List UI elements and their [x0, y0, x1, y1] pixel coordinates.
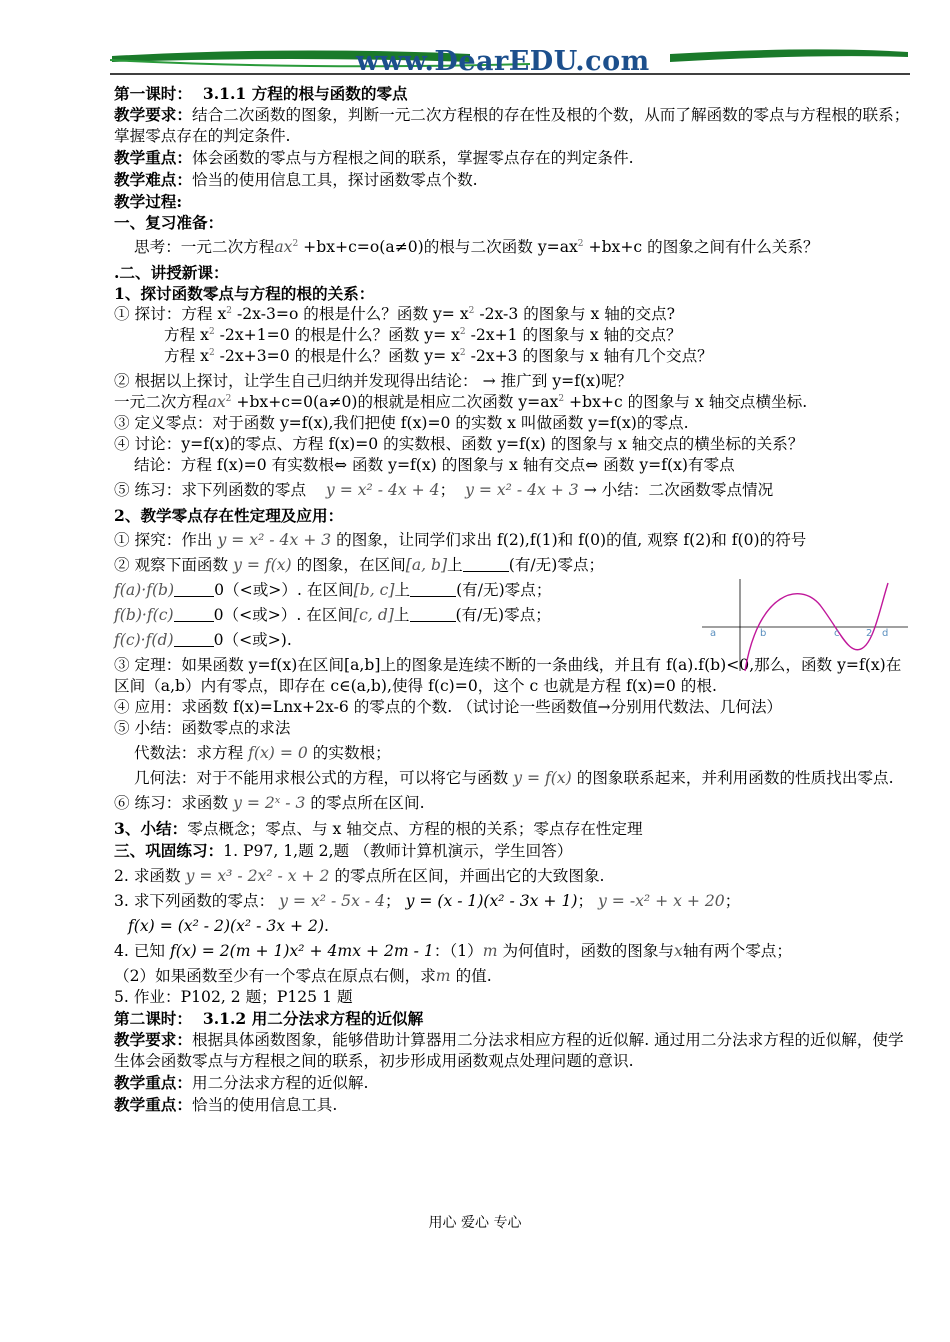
exercise-2: 2. 求函数 y = x³ - 2x² - x + 2 的零点所在区间，并画出它的大致图象.	[114, 867, 605, 885]
exercise-interval: ⑥ 练习：求函数 y = 2ˣ - 3 的零点所在区间.	[114, 794, 425, 812]
explore-line-3: 方程 $x^2$ -2x+3=0 的根是什么？函数 $y= x^2$ -2x+3 的图象与 x 轴有几个交点？	[164, 347, 713, 365]
exercise-zeros: ⑤ 练习：求下列函数的零点 y = x² - 4x + 4； y = x² - 4x + 3 → 小结：二次函数零点情况	[114, 481, 774, 499]
subsection1-heading: 1、探讨函数零点与方程的根的关系：	[114, 284, 375, 303]
explore-graph: ① 探究：作出 y = x² - 4x + 3 的图象，让同学们求出 f(2),f(1)和 f(0)的值, 观察 f(2)和 f(0)的符号	[114, 531, 807, 549]
answer-blank[interactable]	[174, 607, 214, 622]
teaching-process-heading: 教学过程:	[114, 192, 183, 211]
existence-theorem: ③ 定理：如果函数 y=f(x)在区间[a,b]上的图象是连续不断的一条曲线，并且有 f(a).f(b)<0,那么，函数 y=f(x)在区间（a,b）内有零点，即存在 c∈(a,b),使得 f(c)=0，这个 c 也就是方程 f(x)=0 的根.	[114, 656, 902, 695]
zero-definition: ③ 定义零点：对于函数 y=f(x),我们把使 f(x)=0 的实数 x 叫做函数 y=f(x)的零点.	[114, 414, 689, 432]
site-logo[interactable]: www.DearEDU.com	[356, 46, 650, 77]
review-heading: 一、复习准备：	[114, 213, 224, 232]
teaching-requirements-2: 教学要求：根据具体函数图象，能够借助计算器用二分法求相应方程的近似解. 通过用二分法求方程的近似解，使学生体会函数零点与方程根之间的联系，初步形成用函数观点处理问题的意识.	[114, 1030, 904, 1070]
exercise-3-cont: f(x) = (x² - 2)(x² - 3x + 2).	[128, 917, 330, 935]
header-banner	[110, 40, 910, 82]
label-d: d	[882, 628, 889, 639]
label-a: a	[710, 628, 717, 639]
function-graph-svg	[700, 577, 910, 673]
summary-methods: ⑤ 小结：函数零点的求法	[114, 719, 291, 737]
product-bc-line: f(b)·f(c) 0（<或>）. 在区间[c, d]上 (有/无)零点；	[114, 606, 551, 624]
observe-graph-line: ② 观察下面函数 y = f(x) 的图象，在区间[a, b]上 (有/无)零点；	[114, 556, 605, 574]
exercise-3: 3. 求下列函数的零点： y = x² - 5x - 4； y = (x - 1)(x² - 3x + 1)； y = -x² + x + 20；	[114, 892, 741, 910]
answer-blank[interactable]	[410, 582, 456, 597]
exercise-4-part2: （2）如果函数至少有一个零点在原点右侧，求m 的值.	[114, 967, 492, 985]
algebraic-method: 代数法：求方程 f(x) = 0 的实数根；	[134, 744, 391, 762]
equivalence-conclusion: 结论：方程 f(x)=0 有实数根⇔ 函数 y=f(x) 的图象与 x 轴有交点⇔ 函数 y=f(x)有零点	[134, 456, 735, 474]
teaching-key-points-3: 教学重点：恰当的使用信息工具.	[114, 1095, 338, 1114]
teaching-key-points: 教学重点：体会函数的零点与方程根之间的联系，掌握零点存在的判定条件.	[114, 148, 634, 167]
answer-blank[interactable]	[174, 582, 214, 597]
teaching-difficulties: 教学难点：恰当的使用信息工具，探讨函数零点个数.	[114, 170, 478, 189]
answer-blank[interactable]	[410, 607, 456, 622]
product-cd-line: f(c)·f(d) 0（<或>).	[114, 631, 292, 649]
section2-title: 第二课时： 3.1.2 用二分法求方程的近似解	[114, 1009, 424, 1028]
consolidation-heading: 三、巩固练习：1. P97, 1,题 2,题 （教师计算机演示，学生回答）	[114, 841, 573, 860]
explore-line-1: ① 探讨：方程 $x^2$ -2x-3=o 的根是什么？函数 $y= x^2$ -2x-3 的图象与 x 轴的交点?	[114, 305, 676, 323]
conclusion-prompt: ② 根据以上探讨，让学生自己归纳并发现得出结论： → 推广到 y=f(x)呢？	[114, 372, 633, 390]
teaching-key-points-2: 教学重点：用二分法求方程的近似解.	[114, 1073, 369, 1092]
product-ab-line: f(a)·f(b) 0（<或>）. 在区间[b, c]上 (有/无)零点；	[114, 581, 552, 599]
subsection2-heading: 2、教学零点存在性定理及应用：	[114, 506, 344, 525]
application: ④ 应用：求函数 f(x)=Lnx+2x-6 的零点的个数. （试讨论一些函数值→分别用代数法、几何法）	[114, 698, 783, 716]
geometric-method: 几何法：对于不能用求根公式的方程，可以将它与函数 y = f(x) 的图象联系起来，并利用函数的性质找出零点.	[134, 769, 894, 787]
label-b: b	[760, 628, 767, 639]
footer-motto: 用心 爱心 专心	[428, 1215, 522, 1231]
discussion: ④ 讨论：y=f(x)的零点、方程 f(x)=0 的实数根、函数 y=f(x) 的图象与 x 轴交点的横坐标的关系？	[114, 435, 804, 453]
function-graph	[700, 577, 910, 673]
homework: 5. 作业：P102, 2 题；P125 1 题	[114, 988, 353, 1006]
label-c: c	[834, 628, 840, 639]
teaching-requirements: 教学要求：结合二次函数的图象，判断一元二次方程根的存在性及根的个数，从而了解函数的零点与方程根的联系；掌握零点存在的判定条件.	[114, 105, 910, 145]
label-2: 2	[866, 628, 873, 639]
answer-blank[interactable]	[174, 632, 214, 647]
subsection3-summary: 3、小结：零点概念；零点、与 x 轴交点、方程的根的关系；零点存在性定理	[114, 819, 643, 838]
new-lesson-heading: .二、讲授新课：	[114, 263, 229, 282]
quadratic-root-statement: 一元二次方程$ax^2 +bx+c=0(a\ne 0)$的根就是相应二次函数 $y=ax^2 +bx+c$ 的图象与 x 轴交点横坐标.	[114, 393, 808, 411]
think-question: 思考：一元二次方程$ax^2 +bx+c=o(a\ne 0)$的根与二次函数 $y=ax^2 +bx+c$ 的图象之间有什么关系？	[134, 238, 819, 256]
exercise-4: 4. 已知 f(x) = 2(m + 1)x² + 4mx + 2m - 1：（1）m 为何值时，函数的图象与x轴有两个零点；	[114, 942, 792, 960]
explore-line-2: 方程 $x^2$ -2x+1=0 的根是什么？函数 $y= x^2$ -2x+1 的图象与 x 轴的交点？	[164, 326, 682, 344]
answer-blank[interactable]	[463, 557, 509, 572]
section1-title: 第一课时： 3.1.1 方程的根与函数的零点	[114, 84, 408, 103]
